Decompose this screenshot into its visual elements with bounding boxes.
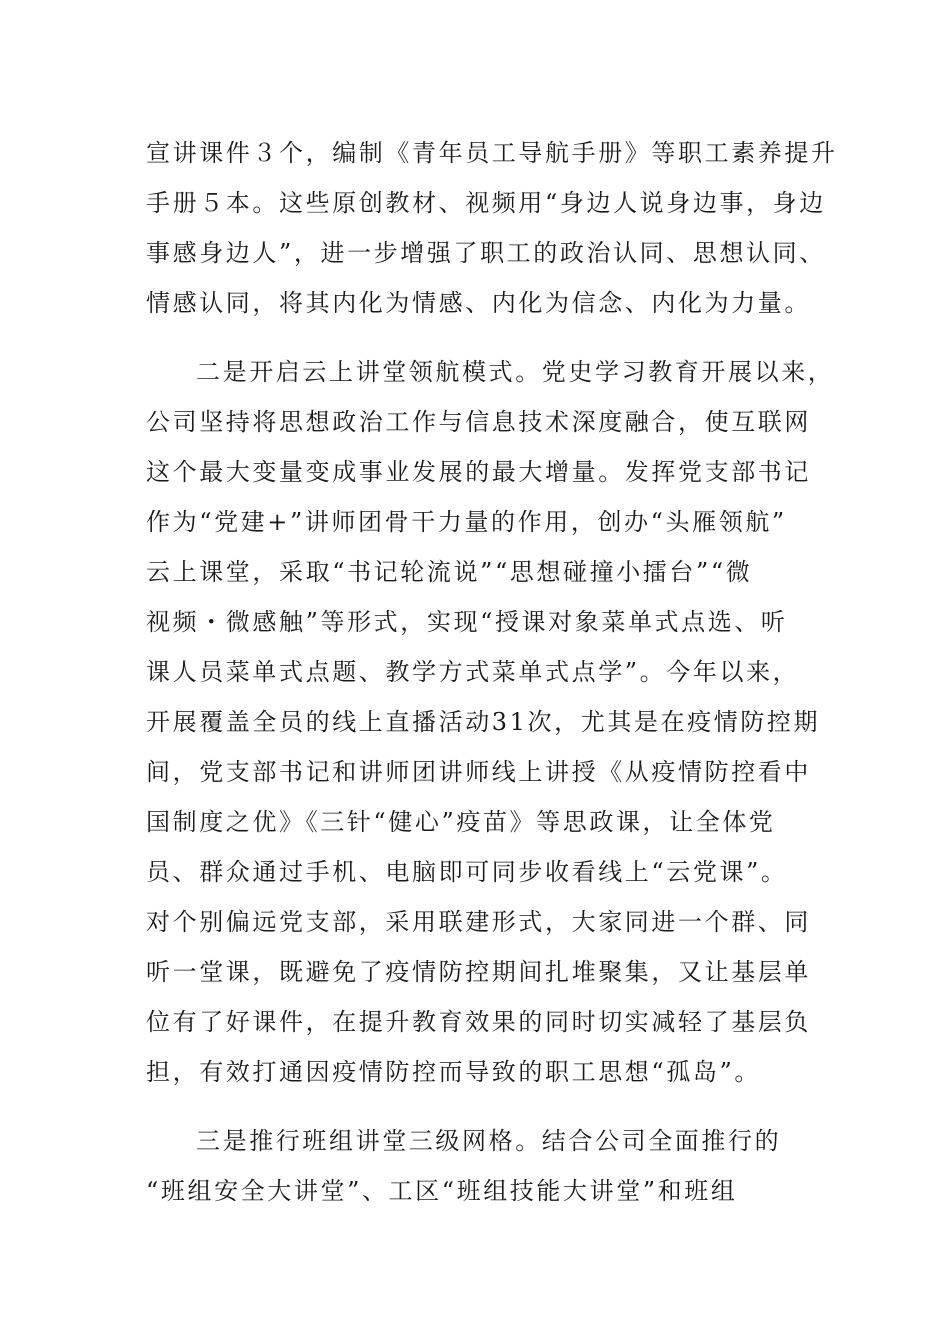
paragraph-2-line-2: 公司坚持将思想政治工作与信息技术深度融合，使互联网 [146,408,811,436]
paragraph-2-line-7: 课人员菜单式点题、教学方式菜单式点学”。今年以来， [146,658,800,686]
paragraph-2-line-11: 员、群众通过手机、电脑即可同步收看线上“云党课”。 [146,858,788,886]
paragraph-2-line-10: 国制度之优》《三针“健心”疫苗》等思政课，让全体党 [146,808,776,836]
paragraph-2-line-12: 对个别偏远党支部，采用联建形式，大家同进一个群、同 [146,908,811,936]
paragraph-2-line-14: 位有了好课件，在提升教育效果的同时切实减轻了基层负 [146,1008,811,1036]
paragraph-2-line-15: 担，有效打通因疫情防控而导致的职工思想“孤岛”。 [146,1058,761,1086]
paragraph-2-line-4: 作为“党建+”讲师团骨干力量的作用，创办“头雁领航” [146,508,787,536]
paragraph-2-line-13: 听一堂课，既避免了疫情防控期间扎堆聚集，又让基层单 [146,958,811,986]
paragraph-1-line-1: 宣讲课件３个，编制《青年员工导航手册》等职工素养提升 [146,139,838,167]
paragraph-2-line-8: 开展覆盖全员的线上直播活动31次，尤其是在疫情防控期 [146,708,821,736]
paragraph-2-line-1: 二是开启云上讲堂领航模式。党史学习教育开展以来， [196,358,835,386]
paragraph-1-line-2: 手册５本。这些原创教材、视频用“身边人说身边事，身边 [146,189,826,217]
paragraph-2-line-5: 云上课堂，采取“书记轮流说”“思想碰撞小擂台”“微 [146,558,753,586]
paragraph-1-line-3: 事感身边人”，进一步增强了职工的政治认同、思想认同、 [146,239,826,267]
paragraph-1-line-4: 情感认同，将其内化为情感、内化为信念、内化为力量。 [146,289,811,317]
paragraph-2-line-9: 间，党支部书记和讲师团讲师线上讲授《从疫情防控看中 [146,758,811,786]
paragraph-3-line-2: “班组安全大讲堂”、工区“班组技能大讲堂”和班组 [146,1177,738,1205]
paragraph-3-line-1: 三是推行班组讲堂三级网格。结合公司全面推行的 [196,1127,782,1155]
paragraph-2-line-6: 视频・微感触”等形式，实现“授课对象菜单式点选、听 [146,608,788,636]
paragraph-2-line-3: 这个最大变量变成事业发展的最大增量。发挥党支部书记 [146,458,811,486]
